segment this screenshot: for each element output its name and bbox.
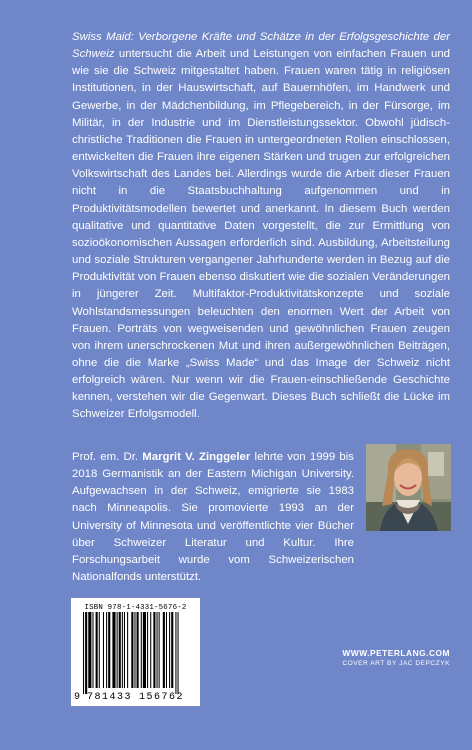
barcode-bar (166, 612, 167, 688)
barcode-bar (83, 612, 84, 694)
description-text: untersucht die Arbeit und Leistungen von einfachen Frauen und wie sie die Schweiz mitgestaltet haben. Frauen waren tätig in religiösen Institutionen, in der Hauswirtschaft, auf Bauernhöfen, im Handwerk und Gewerbe, in der Mädchenbildung, im Pflegebereich, in der Fürsorge, im Militär, in der Industrie und im Dienstleistungssektor. Obwohl jüdisch-christliche Traditionen die Frauen in untergeordneten Rollen einschlossen, entwickelten die Frauen ihre eigenen Stärken und trugen zur erfolgreichen Volkswirtschaft des Landes bei. Allerdings wurde die Arbeit dieser Frauen nicht in die Staatsbuchhaltung aufgenommen und in Produktivitätsmodellen bewertet und anerkannt. In diesem Buch werden qualitative und quantitative Daten vorgestellt, die zur Ermittlung von sozioökonomischen Aussagen erforderlich sind. Ausbildung, Arbeitsteilung und soziale Strukturen vergangener Jahrhunderte werden in Bezug auf die Produktivität von Frauen ebenso diskutiert wie die sozialen Veränderungen in jüngerer Zeit. Multifaktor-Produktivitätskonzepte und soziale Wohlstandsmessungen beleuchten den enormen Wert der Arbeit von Frauen. Porträts von wegweisenden und gewöhnlichen Frauen zeugen von ihrem unerschrockenen Mut und ihren außergewöhnlichen Beiträgen, ohne die die Marke „Swiss Made“ und das Image der Schweiz nicht erfolgreich wären. Nur wenn wir die Frauen-einschließende Geschichte kennen, verstehen wir die Gegenwart. Dieses Buch schließt die Lücke im Schweizer Erfolgsmodell. (72, 48, 450, 421)
barcode-bar (122, 612, 123, 688)
isbn-digit-first: 9 (74, 692, 81, 703)
barcode-bar (147, 612, 148, 688)
barcode-bar (134, 612, 135, 688)
author-portrait-image (366, 444, 451, 531)
barcode-bar (137, 612, 139, 688)
barcode-bar (131, 612, 133, 688)
barcode-bar (169, 612, 170, 688)
barcode-bar (171, 612, 173, 688)
cover-art-credit: COVER ART BY JAC DEPCZYK (342, 660, 450, 667)
barcode-bar (119, 612, 121, 688)
barcode-bar (117, 612, 118, 688)
barcode-bar (153, 612, 155, 688)
barcode-bar (127, 612, 128, 688)
barcode-bar (103, 612, 104, 688)
author-name: Margrit V. Zinggeler (142, 451, 251, 463)
book-title: Swiss Maid: Verborgene Kräfte und Schätze in der Erfolgsgeschichte der Schweiz (72, 31, 450, 61)
barcode-bar (92, 612, 93, 688)
book-description (72, 29, 450, 424)
isbn-label: ISBN 978-1-4331-5676-2 (84, 604, 187, 612)
author-bio-text: lehrte von 1999 bis 2018 Germanistik an der Eastern Michigan University. Aufgewachsen in der Schweiz, emigrierte sie 1983 nach Minneapolis. Sie promovierte 1993 an der University of Minnesota und veröffentlichte vier Bücher über Schweizer Literatur und Kultur. Ihre Forschungsarbeit wurde vom Schweizerischen Nationalfonds unterstützt. (72, 451, 354, 584)
barcode-bar (141, 612, 142, 688)
barcode-bar (112, 612, 115, 688)
barcode-bar (106, 612, 107, 688)
barcode-bars (71, 612, 200, 694)
author-photo (366, 444, 451, 531)
publisher-url: WWW.PETERLANG.COM (342, 648, 450, 658)
barcode-bar (108, 612, 110, 688)
isbn-digits-left: 781433 (87, 692, 133, 703)
barcode-bar (163, 612, 165, 688)
barcode-bar (143, 612, 146, 688)
barcode-bar (85, 612, 87, 694)
barcode-bar (178, 612, 179, 694)
barcode-bar (88, 612, 91, 688)
barcode-bar (124, 612, 125, 688)
publisher-info (342, 648, 450, 667)
barcode-bar (175, 612, 176, 694)
isbn-barcode (71, 598, 200, 706)
barcode-bar (96, 612, 98, 688)
author-prefix: Prof. em. Dr. (72, 451, 143, 463)
isbn-digits-right: 156762 (139, 692, 185, 703)
barcode-bar (150, 612, 151, 688)
barcode-bar (157, 612, 158, 688)
author-bio (72, 449, 354, 586)
barcode-bar (159, 612, 160, 688)
barcode-bar (99, 612, 100, 688)
